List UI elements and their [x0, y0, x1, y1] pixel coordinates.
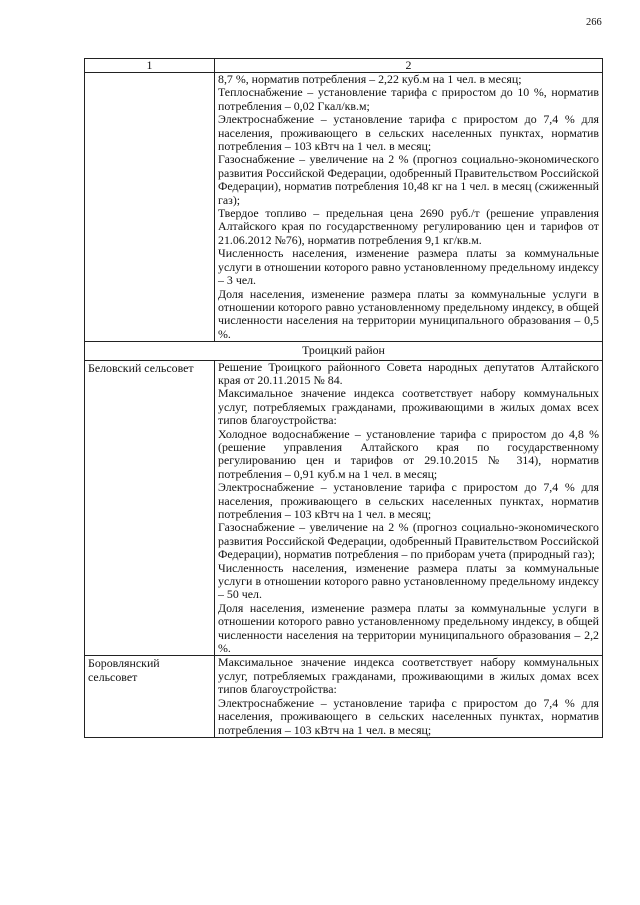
district-title: Троицкий район	[85, 342, 603, 360]
paragraph: Максимальное значение индекса соответствует набору коммунальных услуг, потребляемых гражданами, проживающими в жилых домах всех типов благоустройства:	[218, 386, 599, 428]
municipal-index-table	[84, 58, 603, 738]
district-row	[85, 342, 603, 360]
page-number: 266	[586, 17, 602, 28]
paragraph: Доля населения, изменение размера платы за коммунальные услуги в отношении которого равно установленному предельному индексу, в общей численности населения на территории муниципального образования – 0,5 %.	[218, 286, 599, 341]
paragraph: Доля населения, изменение размера платы за коммунальные услуги в отношении которого равно установленному предельному индексу, в общей численности населения на территории муниципального образования – 2,2 %.	[218, 600, 599, 656]
header-col-1: 1	[85, 59, 215, 73]
municipality-text-cell	[215, 360, 603, 656]
paragraph: Электроснабжение – установление тарифа с приростом до 7,4 % для населения, проживающего в сельских населенных пунктах, норматив потребления – 103 кВтч на 1 чел. в месяц;	[218, 695, 599, 737]
table-header-row	[85, 59, 603, 73]
paragraph: Электроснабжение – установление тарифа с приростом до 7,4 % для населения, проживающего в сельских населенных пунктах, норматив потребления – 103 кВтч на 1 чел. в месяц;	[218, 480, 599, 521]
paragraph: Максимальное значение индекса соответствует набору коммунальных услуг, потребляемых гражданами, проживающими в жилых домах всех типов благоустройства:	[218, 655, 599, 697]
municipality-name-cell	[85, 656, 215, 737]
municipality-name: Беловский сельсовет	[88, 360, 194, 375]
paragraph: Теплоснабжение – установление тарифа с приростом до 10 %, норматив потребления – 0,02 Гкал/кв.м;	[218, 85, 599, 113]
paragraph: Численность населения, изменение размера платы за коммунальные услуги в отношении которого равно установленному предельному индексу – 3 чел.	[218, 246, 599, 288]
paragraph: Газоснабжение – увеличение на 2 % (прогноз социально-экономического развития Российской Федерации, одобренный Правительством Российской Федерации), норматив потребления – по приборам учета (природный газ);	[218, 520, 599, 562]
continuation-row	[85, 73, 603, 342]
continuation-name-cell	[85, 73, 215, 342]
municipality-name: Боровлянский сельсовет	[88, 656, 160, 684]
municipality-name-cell	[85, 360, 215, 656]
paragraph: Численность населения, изменение размера платы за коммунальные услуги в отношении которого равно установленному предельному индексу – 50 чел.	[218, 560, 599, 602]
municipality-text-cell	[215, 656, 603, 737]
paragraph: Твердое топливо – предельная цена 2690 руб./т (решение управления Алтайского края по государственному регулированию цен и тарифов от 21.06.2012 №76), норматив потребления 9,1 кг/кв.м.	[218, 206, 599, 247]
paragraph: 8,7 %, норматив потребления – 2,22 куб.м на 1 чел. в месяц;	[218, 72, 522, 86]
paragraph: Электроснабжение – установление тарифа с приростом до 7,4 % для населения, проживающего в сельских населенных пунктах, норматив потребления – 103 кВтч на 1 чел. в месяц;	[218, 112, 599, 154]
paragraph: Решение Троицкого районного Совета народных депутатов Алтайского края от 20.11.2015 № 84.	[218, 359, 599, 387]
table-row	[85, 360, 603, 656]
header-col-2: 2	[215, 59, 603, 73]
table-row	[85, 656, 603, 737]
paragraph: Газоснабжение – увеличение на 2 % (прогноз социально-экономического развития Российской Федерации, одобренный Правительством Российской Федерации), норматив потребления 10,48 кг на 1 чел. в месяц (сжиженный газ);	[218, 152, 599, 207]
continuation-text-cell	[215, 73, 603, 342]
paragraph: Холодное водоснабжение – установление тарифа с приростом до 4,8 % (решение управления Алтайского края по государственному регулированию цен и тарифов от 29.10.2015 № 314), норматив потребления – 0,91 куб.м на 1 чел. в месяц;	[218, 426, 599, 481]
